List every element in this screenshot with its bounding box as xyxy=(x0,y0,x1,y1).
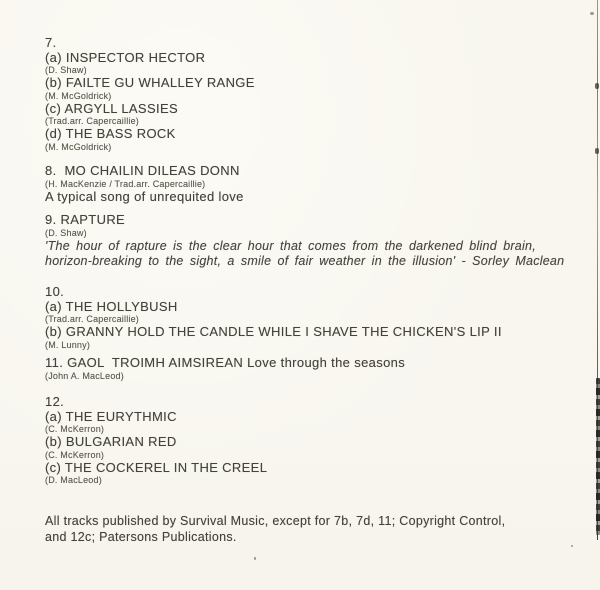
track-number: 12. xyxy=(45,394,65,409)
track-credit: (D. Shaw) xyxy=(45,227,87,238)
track-heading: 9. RAPTURE xyxy=(45,212,126,227)
track-section-11 xyxy=(45,356,405,382)
scan-edge-smudge xyxy=(596,378,600,535)
track-number: 10. xyxy=(45,284,65,299)
track-section-9 xyxy=(45,213,564,269)
track-credit: (Trad.arr. Capercaillie) xyxy=(45,314,139,324)
footer-line: All tracks published by Survival Music, except for 7b, 7d, 11; Copyright Control, xyxy=(45,514,506,528)
track-title: (d) THE BASS ROCK xyxy=(45,126,176,141)
track-title: (a) INSPECTOR HECTOR xyxy=(45,49,206,65)
track-section-10 xyxy=(45,285,502,351)
track-credit: (M. McGoldrick) xyxy=(45,90,112,101)
track-title: (a) THE EURYTHMIC xyxy=(45,408,177,424)
track-credit: (C. McKerron) xyxy=(45,449,105,460)
track-title: (b) BULGARIAN RED xyxy=(45,434,177,449)
publishing-footer xyxy=(45,514,505,545)
track-title: (c) THE COCKEREL IN THE CREEL xyxy=(45,459,268,475)
track-number: 7. xyxy=(45,35,57,50)
track-section-8 xyxy=(45,164,244,204)
track-credit: (John A. MacLeod) xyxy=(45,370,124,381)
track-title: (c) ARGYLL LASSIES xyxy=(45,100,178,116)
scan-speck xyxy=(590,12,594,15)
track-section-7 xyxy=(45,36,255,153)
track-credit: (M. McGoldrick) xyxy=(45,141,112,152)
track-credit: (D. MacLeod) xyxy=(45,475,102,485)
track-note: A typical song of unrequited love xyxy=(45,188,244,204)
scan-speck xyxy=(595,148,599,154)
track-title: (a) THE HOLLYBUSH xyxy=(45,298,178,314)
quote-line: horizon-breaking to the sight, a smile of fair weather in the illusion' - Sorley Maclean xyxy=(45,253,565,268)
scan-speck xyxy=(595,83,599,89)
track-credit: (H. MacKenzie / Trad.arr. Capercaillie) xyxy=(45,178,206,189)
track-heading: 11. GAOL TROIMH AIMSIREAN Love through the seasons xyxy=(45,355,406,370)
track-section-12 xyxy=(45,395,267,486)
track-heading: 8. MO CHAILIN DILEAS DONN xyxy=(45,163,240,178)
track-credit: (C. McKerron) xyxy=(45,424,105,434)
scan-speck xyxy=(254,557,256,560)
track-title: (b) GRANNY HOLD THE CANDLE WHILE I SHAVE THE CHICKEN'S LIP II xyxy=(45,324,502,339)
track-title: (b) FAILTE GU WHALLEY RANGE xyxy=(45,75,255,90)
quote-line: 'The hour of rapture is the clear hour that comes from the darkened blind brain, xyxy=(45,238,536,253)
scan-speck xyxy=(571,545,573,547)
track-credit: (M. Lunny) xyxy=(45,339,91,350)
track-credit: (D. Shaw) xyxy=(45,65,87,75)
track-credit: (Trad.arr. Capercaillie) xyxy=(45,116,139,126)
footer-line: and 12c; Patersons Publications. xyxy=(45,529,237,544)
